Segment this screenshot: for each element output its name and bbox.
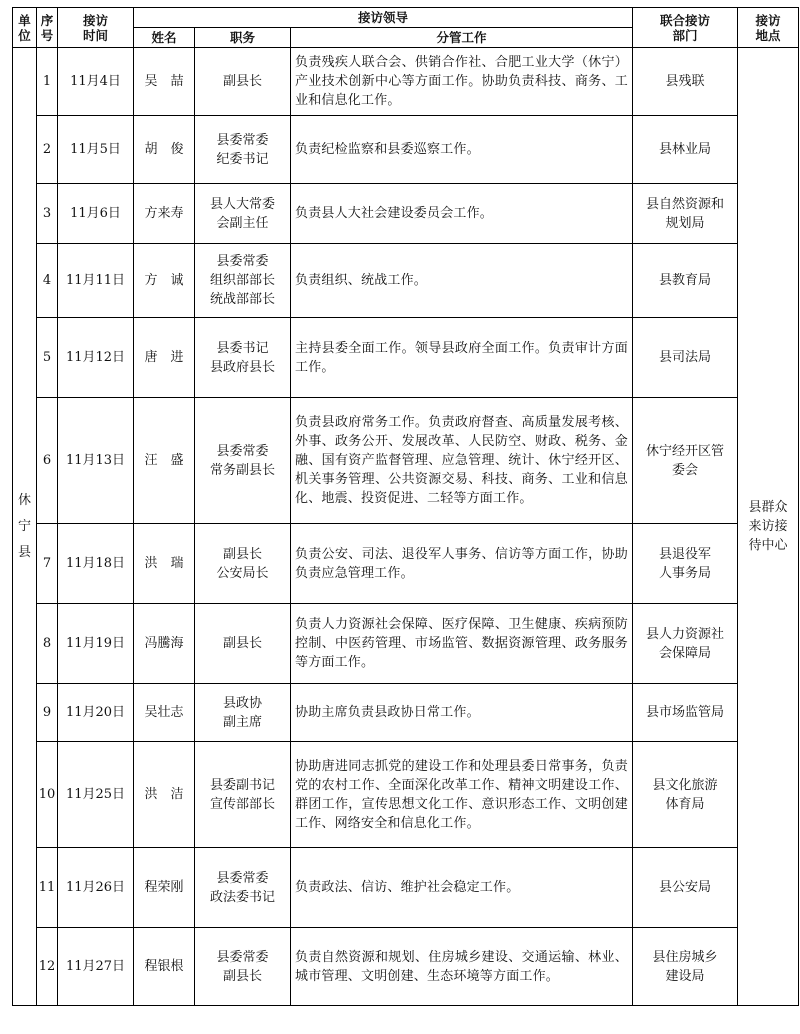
- table-row: [13, 742, 799, 848]
- row-seq: 2: [37, 116, 58, 184]
- row-seq: 10: [37, 742, 58, 848]
- row-date: 11月26日: [58, 848, 134, 928]
- table-row: [13, 848, 799, 928]
- table-row: [13, 48, 799, 116]
- row-dept: 县司法局: [633, 318, 738, 398]
- header-seq: 序 号: [37, 8, 58, 48]
- row-date: 11月25日: [58, 742, 134, 848]
- row-duty: 负责自然资源和规划、住房城乡建设、交通运输、林业、城市管理、文明创建、生态环境等方面工作。: [291, 928, 633, 1006]
- header-dept: 联合接访 部门: [633, 8, 738, 48]
- unit-cell: 休 宁 县: [13, 48, 37, 1006]
- row-leader-name: 胡 俊: [134, 116, 195, 184]
- row-leader-post: 县委常委 副县长: [195, 928, 291, 1006]
- row-seq: 11: [37, 848, 58, 928]
- table-row: [13, 604, 799, 684]
- header-unit: 单 位: [13, 8, 37, 48]
- table-body: [13, 48, 799, 1006]
- row-duty: 负责县人大社会建设委员会工作。: [291, 184, 633, 244]
- row-duty: 负责组织、统战工作。: [291, 244, 633, 318]
- row-date: 11月11日: [58, 244, 134, 318]
- row-date: 11月12日: [58, 318, 134, 398]
- location-cell: 县群众 来访接 待中心: [738, 48, 799, 1006]
- row-date: 11月27日: [58, 928, 134, 1006]
- row-duty: 主持县委全面工作。领导县政府全面工作。负责审计方面工作。: [291, 318, 633, 398]
- row-leader-name: 程荣刚: [134, 848, 195, 928]
- row-seq: 1: [37, 48, 58, 116]
- row-leader-post: 县委常委 常务副县长: [195, 398, 291, 524]
- row-dept: 县教育局: [633, 244, 738, 318]
- row-leader-name: 程银根: [134, 928, 195, 1006]
- row-leader-name: 洪 瑞: [134, 524, 195, 604]
- row-date: 11月18日: [58, 524, 134, 604]
- row-leader-post: 县委副书记 宣传部部长: [195, 742, 291, 848]
- row-seq: 6: [37, 398, 58, 524]
- row-dept: 县公安局: [633, 848, 738, 928]
- row-dept: 县退役军 人事务局: [633, 524, 738, 604]
- row-date: 11月13日: [58, 398, 134, 524]
- row-date: 11月5日: [58, 116, 134, 184]
- header-leader-group: 接访领导: [134, 8, 633, 28]
- row-duty: 负责政法、信访、维护社会稳定工作。: [291, 848, 633, 928]
- header-location: 接访 地点: [738, 8, 799, 48]
- row-leader-name: 汪 盛: [134, 398, 195, 524]
- table-row: [13, 116, 799, 184]
- row-leader-post: 县委书记 县政府县长: [195, 318, 291, 398]
- row-dept: 县残联: [633, 48, 738, 116]
- row-seq: 4: [37, 244, 58, 318]
- row-leader-name: 吴壮志: [134, 684, 195, 742]
- row-leader-post: 县政协 副主席: [195, 684, 291, 742]
- table-row: [13, 318, 799, 398]
- row-date: 11月4日: [58, 48, 134, 116]
- header-duty: 分管工作: [291, 28, 633, 48]
- row-seq: 5: [37, 318, 58, 398]
- row-duty: 负责公安、司法、退役军人事务、信访等方面工作，协助负责应急管理工作。: [291, 524, 633, 604]
- row-leader-post: 副县长: [195, 48, 291, 116]
- table-row: [13, 684, 799, 742]
- row-leader-name: 吴 喆: [134, 48, 195, 116]
- row-seq: 12: [37, 928, 58, 1006]
- row-dept: 县市场监管局: [633, 684, 738, 742]
- row-seq: 3: [37, 184, 58, 244]
- row-leader-post: 县委常委 组织部部长 统战部部长: [195, 244, 291, 318]
- header-time: 接访 时间: [58, 8, 134, 48]
- row-dept: 县人力资源社 会保障局: [633, 604, 738, 684]
- row-leader-post: 副县长: [195, 604, 291, 684]
- header-name: 姓名: [134, 28, 195, 48]
- header-post: 职务: [195, 28, 291, 48]
- row-dept: 县文化旅游 体育局: [633, 742, 738, 848]
- row-leader-name: 方 诚: [134, 244, 195, 318]
- row-dept: 县林业局: [633, 116, 738, 184]
- row-seq: 7: [37, 524, 58, 604]
- table-row: [13, 928, 799, 1006]
- row-seq: 9: [37, 684, 58, 742]
- table-row: [13, 184, 799, 244]
- row-duty: 协助唐进同志抓党的建设工作和处理县委日常事务，负责党的农村工作、全面深化改革工作、精神文明建设工作、群团工作，宣传思想文化工作、意识形态工作、文明创建工作、网络安全和信息化工作。: [291, 742, 633, 848]
- row-duty: 负责人力资源社会保障、医疗保障、卫生健康、疾病预防控制、中医药管理、市场监管、数据资源管理、政务服务等方面工作。: [291, 604, 633, 684]
- row-dept: 休宁经开区管 委会: [633, 398, 738, 524]
- row-leader-name: 冯騰海: [134, 604, 195, 684]
- row-dept: 县住房城乡 建设局: [633, 928, 738, 1006]
- reception-schedule-document: [12, 7, 798, 1006]
- row-leader-name: 洪 洁: [134, 742, 195, 848]
- row-leader-name: 唐 进: [134, 318, 195, 398]
- row-seq: 8: [37, 604, 58, 684]
- row-leader-post: 县委常委 政法委书记: [195, 848, 291, 928]
- row-leader-post: 副县长 公安局长: [195, 524, 291, 604]
- table-row: [13, 398, 799, 524]
- table-row: [13, 244, 799, 318]
- row-duty: 协助主席负责县政协日常工作。: [291, 684, 633, 742]
- row-dept: 县自然资源和 规划局: [633, 184, 738, 244]
- table-row: [13, 524, 799, 604]
- row-date: 11月6日: [58, 184, 134, 244]
- row-duty: 负责纪检监察和县委巡察工作。: [291, 116, 633, 184]
- row-duty: 负责县政府常务工作。负责政府督查、高质量发展考核、外事、政务公开、发展改革、人民防空、财政、税务、金融、国有资产监督管理、应急管理、统计、休宁经开区、机关事务管理、公共资源交易、科技、商务、工业和信息化、地震、投资促进、二轻等方面工作。: [291, 398, 633, 524]
- row-leader-name: 方来寿: [134, 184, 195, 244]
- row-date: 11月20日: [58, 684, 134, 742]
- row-leader-post: 县人大常委 会副主任: [195, 184, 291, 244]
- row-date: 11月19日: [58, 604, 134, 684]
- reception-schedule-table: [12, 7, 799, 1006]
- row-leader-post: 县委常委 纪委书记: [195, 116, 291, 184]
- row-duty: 负责残疾人联合会、供销合作社、合肥工业大学（休宁）产业技术创新中心等方面工作。协助负责科技、商务、工业和信息化工作。: [291, 48, 633, 116]
